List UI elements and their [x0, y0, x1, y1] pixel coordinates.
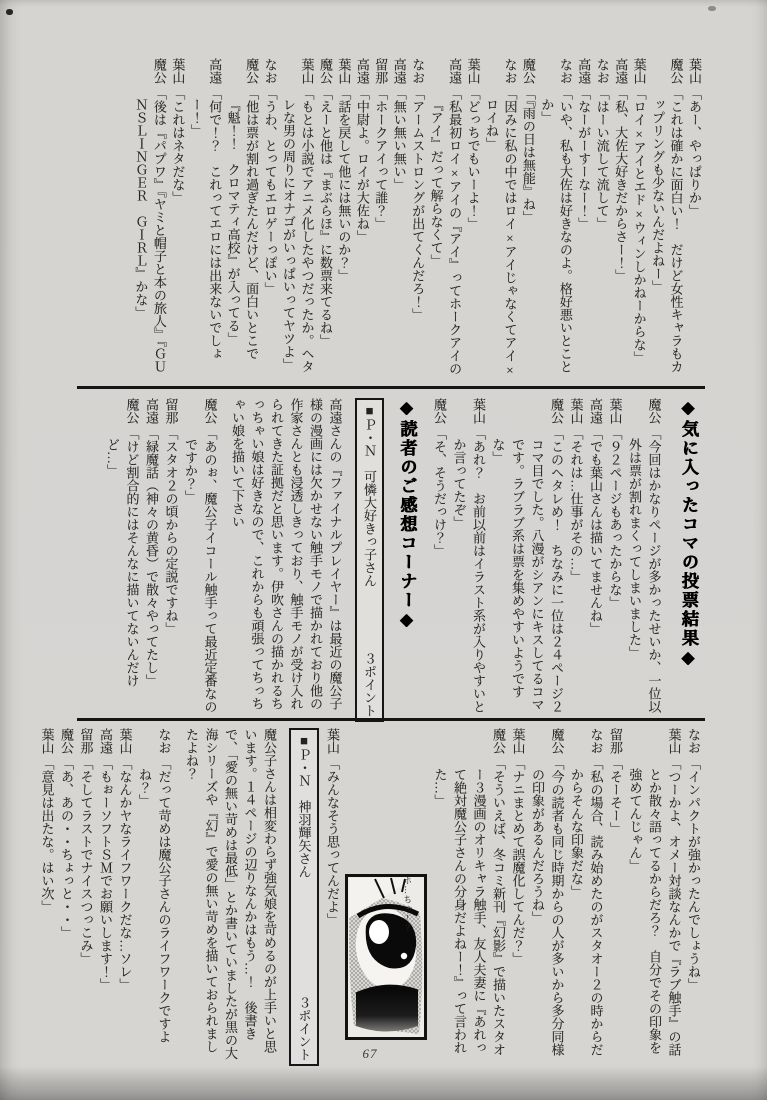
speech-text: 「いや、私も大佐は好きなのよ。格好悪いとことか」: [539, 87, 573, 374]
speech-text: 「えーと他は『まぶらほ』に数票来てるね」: [317, 87, 333, 348]
dialogue-line: [625, 398, 664, 716]
reader-comment-body: 魔公子さんは相変わらず強気娘を苛めるのが上手いと思います。１４ページの辺りなんかはもう…！ 後書きで、「愛の無い苛めは最低」とか書いていましたが黒の大海シリーズや『幻』で愛の無い苛めを描いておられましたよね？: [184, 728, 277, 1060]
speech-text: 「このヘタレめ！ ちなみに一位は２４ページ２コマ目でした。八漫がシアンにキスしてるコマです。ラブラブ系は票を集めやすいようですな」: [490, 427, 564, 714]
dialogue-line: [37, 728, 57, 1060]
speaker-label: 葉山: [170, 58, 186, 84]
feedback-heading: ◆読者のご感想コーナー◆: [397, 398, 417, 632]
speaker-label: 魔公: [317, 58, 333, 84]
speech-text: 「意見は出たな。はい次」: [39, 757, 55, 914]
speaker-label: 葉山: [607, 398, 623, 424]
speaker-label: 葉山: [117, 728, 133, 754]
dialogue-line: [279, 58, 316, 385]
dialogue-list-mid-a: [430, 398, 664, 716]
speech-text: 「そういえば、冬コミ新刊『幻影』で描いたスタオー３漫画のオリキャラ触手、友人夫妻に『あれって絶対魔公子さんの分身だよねー！』って言われた…」: [432, 757, 506, 1057]
speech-text: 「もとは小説でアニメ化したやつだったか。ヘタレな男の周りにオナゴがいっぱいってヤツよ」: [281, 87, 315, 374]
speech-text: 「後は『パプワ』『ヤミと帽子と本の旅人』『ＧＵＮＳＬＩＮＧＥＲ ＧＩＲＬ』かな」: [133, 87, 167, 374]
dialogue-line: [508, 728, 528, 1060]
dialogue-list-bot-b: [37, 728, 174, 1060]
dialogue-line: [528, 728, 567, 1060]
scan-speck: [6, 9, 13, 15]
speech-text: 「アームストロングが出てくんだろ！」: [410, 87, 426, 322]
speech-text: 「私、大佐大好きだからさー！」: [613, 87, 629, 283]
dialogue-line: [76, 728, 96, 1060]
speech-text: 「みんなそう思ってんだよ」: [325, 757, 340, 927]
speech-text: 「そしてラストでナイスつっこみ」: [78, 757, 94, 966]
dialogue-line: [537, 58, 574, 385]
speaker-label: 葉山: [471, 398, 486, 424]
dialogue-line: [606, 728, 626, 1060]
dialogue-line: [625, 728, 684, 1060]
speech-text: 「あー、やっぱりか」: [687, 87, 702, 218]
speech-text: 「中尉よ。ロイが大佐ね」: [354, 87, 370, 244]
speech-text: 「何で！？ これってエロには出来ないでしょー！」: [188, 87, 223, 361]
speech-text: 「そーそー」: [608, 757, 623, 836]
bottom-band: [39, 728, 703, 1061]
reader-penname: ■Ｐ・Ｎ 可憐大好きっ子さん: [362, 403, 377, 587]
speech-text: 「あれ？ お前以前はイラスト系が入りやすいとか言ってたぞ」: [451, 427, 486, 714]
speaker-label: なお: [594, 58, 610, 84]
manga-eye-illustration-icon: [345, 874, 427, 1040]
dialogue-list-mid-b: [103, 398, 220, 716]
speech-text: 「でも葉山さんは描いてませんね」: [588, 427, 603, 636]
speaker-label: 高遠: [447, 58, 463, 84]
dialogue-line: [142, 398, 162, 716]
speaker-label: 魔公: [432, 398, 447, 424]
speaker-label: 高遠: [98, 728, 113, 754]
top-dialogue-band: [76, 58, 703, 385]
speech-text: 「これは確かに面白い！ だけど女性キャラもカップリングも少ないんだよねー」: [650, 87, 684, 374]
speech-text: 「９２ページもあったからな」: [607, 427, 623, 610]
speaker-label: 葉山: [687, 58, 702, 84]
dialogue-line: [684, 728, 704, 1060]
speech-text: 「今回はかなりページが多かったせいか、一位以外は票が割れまくってしまいました」: [627, 427, 662, 714]
dialogue-line: [685, 58, 703, 385]
dialogue-line: [115, 728, 135, 1060]
dialogue-line: [371, 58, 389, 385]
speaker-label: 魔公: [244, 58, 260, 84]
speech-text: 「これはネタだな」: [170, 87, 186, 205]
speech-text: 「どっちでもいーよ！」: [465, 87, 481, 231]
dialogue-line: [315, 58, 333, 385]
speech-text: 「ホークアイって誰？」: [373, 87, 389, 231]
speaker-label: なお: [686, 728, 701, 754]
dialogue-line: [592, 58, 610, 385]
speech-text: 「はーい流して流して」: [594, 87, 610, 231]
reader-comment-body: 高遠さんの『ファイナルプレイヤー』は最近の魔公子様の漫画には欠かせない触手モノで描かれており他の作家さんとも浸透しきっており、触手モノが受け入れられてきた証拠だと思います。伊吹さんの描かれるちっちゃい娘は好きなので、これからも頑張ってちっちゃい娘を描いて下さい: [230, 398, 343, 710]
dialogue-line: [260, 58, 278, 385]
speaker-label: 葉山: [568, 398, 584, 424]
horizontal-divider: [77, 718, 705, 721]
dialogue-line: [186, 58, 223, 385]
dialogue-line: [103, 398, 142, 716]
scan-speck: [708, 6, 716, 11]
manga-inset-slot: [342, 728, 430, 1060]
speech-text: 「無い無い無い」: [391, 87, 407, 192]
dialogue-line: [463, 58, 481, 385]
speech-text: 「緑魔話（神々の黄昏）で散々やってたし」: [144, 427, 159, 688]
speaker-label: 魔公: [549, 398, 564, 424]
speaker-label: 高遠: [588, 398, 603, 424]
reader-card-header: [355, 398, 385, 722]
speaker-label: 魔公: [151, 58, 167, 84]
dialogue-line: [488, 398, 566, 716]
speaker-label: 留那: [373, 58, 389, 84]
handwritten-note: ホ…ちゃ！？: [402, 876, 413, 933]
speaker-label: 魔公: [124, 398, 140, 424]
speaker-label: 葉山: [666, 728, 682, 754]
speech-text: 「つーかよ、オメー対談なんかで『ラブ触手』の話とか散々語ってるからだろ？ 自分でその印象を強めてんじゃん」: [627, 757, 682, 1057]
reader-card-header: [289, 728, 319, 1066]
speaker-label: なお: [410, 58, 426, 84]
speaker-label: 葉山: [299, 58, 315, 84]
reader-points-badge: ３ポイント: [362, 652, 377, 717]
speaker-label: 葉山: [631, 58, 647, 84]
speech-text: 「私の場合、読み始めたのがスタオー２の時からだからそんな印象だな」: [569, 757, 604, 1057]
speech-text: 「ナニまとめて誤魔化してんだ？」: [510, 757, 526, 966]
speech-text: 「なんかヤなライフワークだな…ソレ」: [117, 757, 133, 992]
speaker-label: 魔公: [668, 58, 684, 84]
speaker-label: 魔公: [202, 398, 218, 424]
page-number: 67: [362, 1046, 378, 1061]
votes-heading: ◆気に入ったコマの投票結果◆: [679, 398, 698, 670]
dialogue-line: [352, 58, 370, 385]
speaker-label: 魔公: [520, 58, 536, 84]
dialogue-line: [605, 398, 625, 716]
dialogue-line: [648, 58, 685, 385]
speech-text: 「あ、あの・・ちょっと・・」: [59, 757, 74, 940]
speech-text: 「『雨の日は無能』ね」: [520, 87, 536, 224]
speech-text: 「それは…仕事がその…」: [568, 427, 584, 584]
dialogue-line: [57, 728, 77, 1060]
horizontal-divider: [77, 386, 705, 389]
dialogue-list-top: [131, 58, 703, 385]
speech-text: 「けど割合的にはそんなに描いてないんだけど…」: [105, 427, 140, 688]
dialogue-line: [567, 728, 606, 1060]
speech-text: 「スタオ２の頃からの定説ですね」: [163, 427, 179, 636]
speaker-label: 高遠: [144, 398, 159, 424]
dialogue-line: [629, 58, 647, 385]
dialogue-line: [161, 398, 181, 716]
dialogue-line: [426, 58, 463, 385]
speech-text: 「そ、そうだっけ？」: [432, 427, 447, 558]
speech-text: 「他は票が割れ過ぎたんだけど、面白いとこで『魁！！ クロマティ高校』が入ってる」: [225, 87, 260, 361]
middle-band: [76, 398, 703, 716]
speech-text: 「ロイ×アイとエド×ウィンしかねーからな」: [631, 87, 647, 365]
speaker-label: 葉山: [336, 58, 352, 84]
dialogue-list-bot-a: [430, 728, 703, 1060]
dialogue-line: [96, 728, 116, 1060]
speech-text: 「あのぉ、魔公子イコール触手って最近定番なのですか？」: [183, 427, 218, 714]
speaker-label: 留那: [608, 728, 623, 754]
speaker-label: 高遠: [391, 58, 407, 84]
speaker-label: 留那: [78, 728, 94, 754]
reader-points-badge: ３ポイント: [296, 996, 312, 1061]
speaker-label: 留那: [163, 398, 179, 424]
speaker-label: 葉山: [510, 728, 526, 754]
dialogue-line: [181, 398, 220, 716]
speaker-label: なお: [156, 728, 172, 754]
speaker-label: 高遠: [354, 58, 370, 84]
dialogue-line: [566, 398, 586, 716]
dialogue-line: [168, 58, 186, 385]
dialogue-line: [518, 58, 536, 385]
dialogue-line: [430, 398, 450, 716]
reader-penname: ■Ｐ・Ｎ 神羽輝矢さん: [296, 733, 312, 878]
speech-text: 「因みに私の中ではロイ×アイじゃなくてアイ×ロイね」: [484, 87, 518, 378]
dialogue-line: [323, 728, 343, 1060]
dialogue-line: [574, 58, 592, 385]
dialogue-line: [611, 58, 629, 385]
speech-text: 「話を戻して他には無いのか？」: [336, 87, 352, 283]
speaker-label: なお: [262, 58, 278, 84]
speech-text: 「なーがーすーなー！」: [576, 87, 592, 231]
dialogue-line: [586, 398, 606, 716]
dialogue-line: [449, 398, 488, 716]
dialogue-line: [131, 58, 168, 385]
speaker-label: なお: [557, 58, 573, 84]
speaker-label: なお: [502, 58, 518, 84]
speech-text: 「インパクトが強かったんでしょうね」: [686, 757, 701, 992]
dialogue-line: [135, 728, 174, 1060]
speaker-label: 高遠: [207, 58, 223, 84]
speech-text: 「うわ、とってもエロゲーっぽい」: [262, 87, 278, 296]
dialogue-line: [389, 58, 407, 385]
speaker-label: 魔公: [59, 728, 74, 754]
speech-text: 「だって苛めは魔公子さんのライフワークですよね？」: [137, 757, 172, 1044]
speech-text: 「もぉーソフトＳＭでお願いします！」: [98, 757, 113, 992]
dialogue-line: [430, 728, 508, 1060]
dialogue-line: [334, 58, 352, 385]
manga-eye-panel: [345, 874, 427, 1040]
speaker-label: 高遠: [576, 58, 592, 84]
speaker-label: 葉山: [325, 728, 340, 754]
speaker-label: なお: [588, 728, 604, 754]
speaker-label: 魔公: [491, 728, 506, 754]
speaker-label: 魔公: [549, 728, 565, 754]
speaker-label: 葉山: [465, 58, 481, 84]
speaker-label: 魔公: [646, 398, 662, 424]
dialogue-line: [482, 58, 519, 385]
speaker-label: 高遠: [613, 58, 629, 84]
dialogue-line: [223, 58, 260, 385]
dialogue-line: [408, 58, 426, 385]
speaker-label: 葉山: [39, 728, 55, 754]
speech-text: 「私最初ロイ×アイの『アイ』ってホークアイの『アイ』だって解らなくて」: [428, 87, 463, 376]
speech-text: 「今の読者も同じ時期からの人が多いから多分同様の印象があるんだろうね」: [530, 757, 565, 1057]
